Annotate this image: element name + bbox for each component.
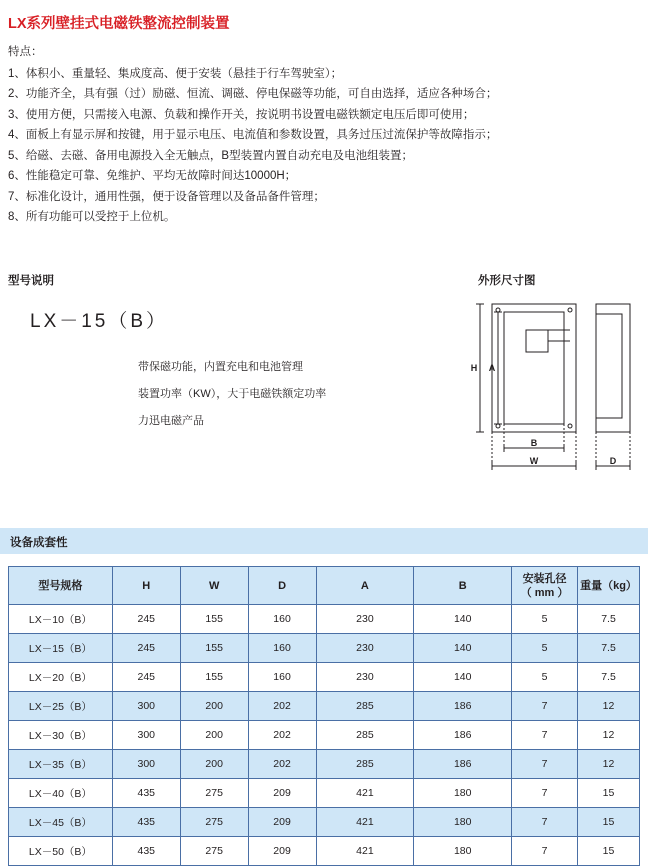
col-header-mount-hole [512,567,578,605]
cell-b: 140 [414,634,512,663]
cell-a: 421 [316,837,414,866]
cell-h: 300 [112,692,180,721]
cell-mount-hole: 7 [512,750,578,779]
cell-w: 200 [180,721,248,750]
feature-line-7: 7、标准化设计，通用性强，便于设备管理以及备品备件管理； [8,190,325,203]
cell-mount-hole: 7 [512,692,578,721]
cell-a: 230 [316,605,414,634]
cell-mount-hole: 7 [512,808,578,837]
cell-b: 140 [414,663,512,692]
cell-h: 435 [112,837,180,866]
cell-h: 300 [112,721,180,750]
cell-model: LX－10（B） [9,605,113,634]
feature-line-5: 5、给磁、去磁、备用电源投入全无触点，B型装置内置自动充电及电池组装置； [8,149,414,162]
cell-h: 245 [112,634,180,663]
col-header-model: 型号规格 [9,567,113,605]
cell-a: 421 [316,808,414,837]
cell-mount-hole: 5 [512,605,578,634]
cell-weight: 12 [578,721,640,750]
cell-d: 209 [248,779,316,808]
table-row [9,750,640,779]
col-header-d: D [248,567,316,605]
col-header-h: H [112,567,180,605]
cell-d: 202 [248,721,316,750]
col-header-w: W [180,567,248,605]
cell-w: 200 [180,750,248,779]
cell-d: 160 [248,634,316,663]
cell-w: 155 [180,605,248,634]
cell-b: 186 [414,721,512,750]
specification-table [8,566,640,866]
outline-dimension-drawing [470,296,642,486]
features-heading: 特点： [8,46,43,58]
dim-label-b: B [530,438,538,448]
model-leader-text-3: 力迅电磁产品 [138,415,204,427]
cell-mount-hole: 7 [512,837,578,866]
feature-line-4: 4、面板上有显示屏和按键，用于显示电压、电流值和参数设置，具务过压过流保护等故障指示； [8,129,498,141]
cell-b: 186 [414,750,512,779]
dim-label-h: H [470,363,478,373]
cell-a: 285 [316,692,414,721]
specification-table-wrap [8,566,640,866]
cell-b: 186 [414,692,512,721]
col-header-mount-hole-line2: （ mm ） [520,586,569,599]
cell-weight: 7.5 [578,663,640,692]
model-leader-text-1: 带保磁功能，内置充电和电池管理 [138,361,303,373]
cell-weight: 12 [578,750,640,779]
model-leader-text-2: 装置功率（KW），大于电磁铁额定功率 [138,388,327,400]
model-leader-lines [0,0,470,200]
cell-mount-hole: 5 [512,634,578,663]
table-row [9,808,640,837]
dim-label-d: D [609,456,617,466]
cell-a: 230 [316,663,414,692]
cell-h: 300 [112,750,180,779]
cell-d: 209 [248,837,316,866]
feature-line-3: 3、使用方便，只需接入电源、负载和操作开关，按说明书设置电磁铁额定电压后即可使用； [8,108,475,121]
equipment-section-label: 设备成套性 [10,537,68,549]
cell-weight: 7.5 [578,605,640,634]
table-row [9,663,640,692]
cell-h: 245 [112,663,180,692]
cell-model: LX－30（B） [9,721,113,750]
cell-a: 230 [316,634,414,663]
cell-model: LX－40（B） [9,779,113,808]
cell-w: 275 [180,808,248,837]
dimension-drawing-label: 外形尺寸图 [478,275,536,287]
cell-a: 285 [316,750,414,779]
cell-d: 160 [248,663,316,692]
feature-line-2: 2、功能齐全，具有强（过）励磁、恒流、调磁、停电保磁等功能，可自由选择，适应各种场合； [8,88,498,100]
cell-model: LX－20（B） [9,663,113,692]
cell-w: 155 [180,663,248,692]
cell-d: 209 [248,808,316,837]
table-row [9,721,640,750]
cell-h: 435 [112,808,180,837]
cell-d: 202 [248,750,316,779]
table-row [9,779,640,808]
cell-model: LX－45（B） [9,808,113,837]
dim-label-w: W [529,456,539,466]
cell-h: 245 [112,605,180,634]
cell-weight: 12 [578,692,640,721]
feature-line-1: 1、体积小、重量轻、集成度高、便于安装（悬挂于行车驾驶室）； [8,67,343,80]
cell-b: 140 [414,605,512,634]
col-header-mount-hole-line1: 安装孔径 [522,572,567,585]
cell-w: 155 [180,634,248,663]
cell-d: 160 [248,605,316,634]
dim-label-a: A [488,363,496,373]
col-header-weight: 重量（kg） [578,567,640,605]
cell-model: LX－15（B） [9,634,113,663]
cell-a: 285 [316,721,414,750]
cell-w: 275 [180,837,248,866]
cell-b: 180 [414,837,512,866]
table-row [9,634,640,663]
cell-weight: 15 [578,837,640,866]
cell-w: 275 [180,779,248,808]
feature-line-8: 8、所有功能可以受控于上位机。 [8,211,176,223]
cell-mount-hole: 7 [512,721,578,750]
feature-line-6: 6、性能稳定可靠、免维护、平均无故障时间达10000H； [8,170,297,182]
col-header-b: B [414,567,512,605]
cell-d: 202 [248,692,316,721]
cell-b: 180 [414,808,512,837]
model-code-text: LX－15（B） [30,311,169,332]
page-title: LX系列壁挂式电磁铁整流控制装置 [8,16,230,32]
cell-b: 180 [414,779,512,808]
cell-a: 421 [316,779,414,808]
table-row [9,605,640,634]
cell-weight: 15 [578,779,640,808]
cell-h: 435 [112,779,180,808]
equipment-section-bar [0,528,648,554]
table-row [9,692,640,721]
cell-weight: 7.5 [578,634,640,663]
cell-model: LX－50（B） [9,837,113,866]
col-header-a: A [316,567,414,605]
model-explanation-label: 型号说明 [8,275,54,287]
cell-mount-hole: 5 [512,663,578,692]
table-row [9,837,640,866]
cell-model: LX－35（B） [9,750,113,779]
table-header-row [9,567,640,605]
cell-weight: 15 [578,808,640,837]
cell-model: LX－25（B） [9,692,113,721]
cell-w: 200 [180,692,248,721]
cell-mount-hole: 7 [512,779,578,808]
